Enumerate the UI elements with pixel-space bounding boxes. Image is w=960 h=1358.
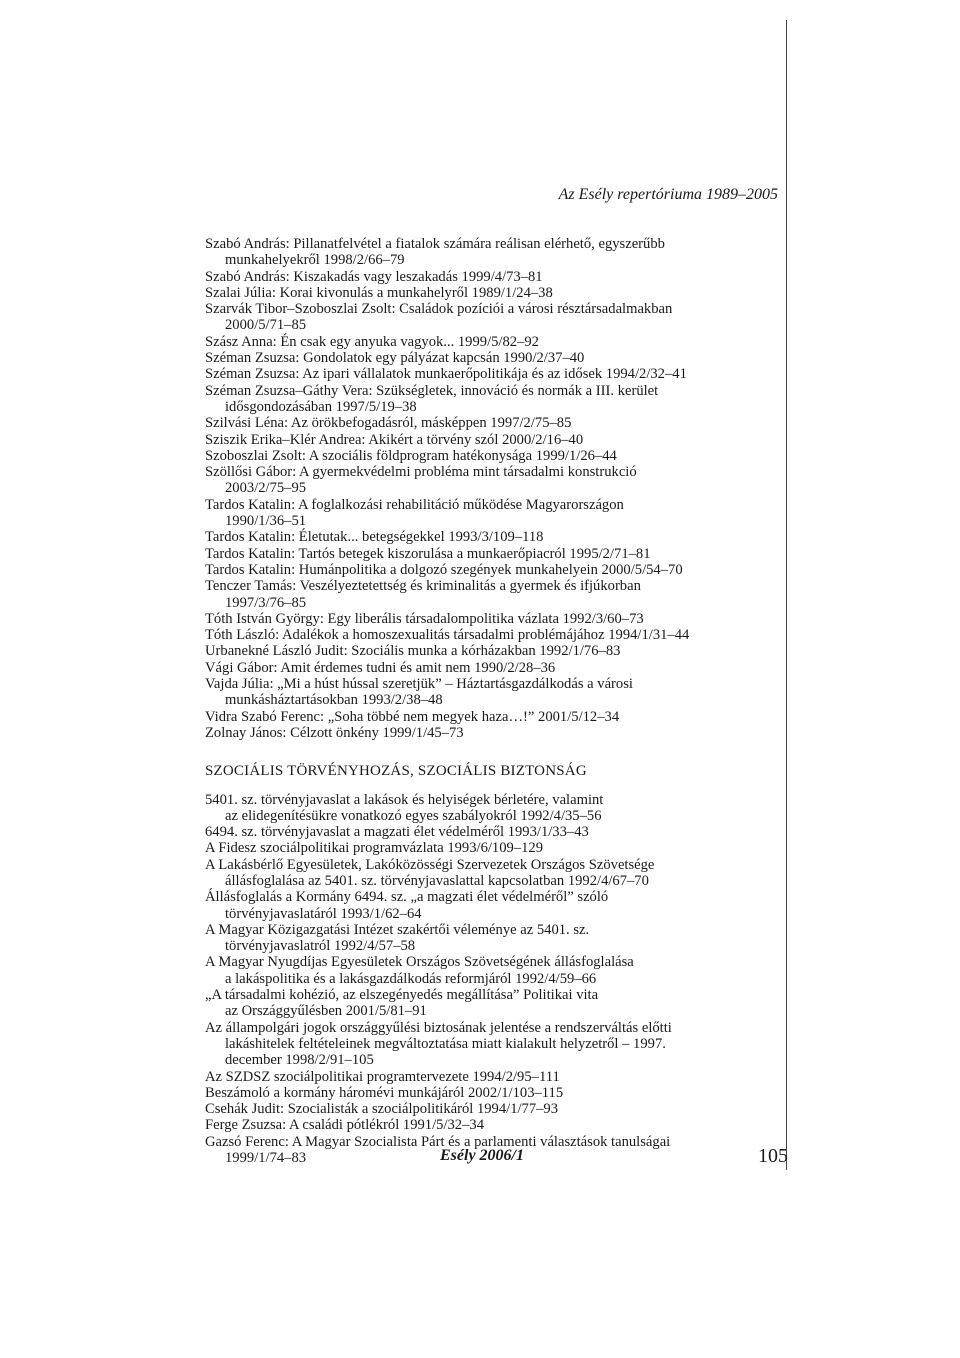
entry-line: Urbanekné László Judit: Szociális munka a kórházakban 1992/1/76–83	[205, 643, 621, 660]
entry-line: Szalai Júlia: Korai kivonulás a munkahelyről 1989/1/24–38	[205, 284, 553, 301]
entry-line: 1999/1/74–83	[225, 1150, 307, 1167]
entry-line: a lakáspolitika és a lakásgazdálkodás reformjáról 1992/4/59–66	[225, 970, 597, 987]
entry-line: A Magyar Nyugdíjas Egyesületek Országos Szövetségének állásfoglalása	[205, 954, 634, 971]
section-heading: SZOCIÁLIS TÖRVÉNYHOZÁS, SZOCIÁLIS BIZTONSÁG	[205, 763, 587, 780]
entry-line: Szarvák Tibor–Szoboszlai Zsolt: Családok pozíciói a városi résztársadalmakban	[205, 301, 673, 318]
entry-line: „A társadalmi kohézió, az elszegényedés megállítása” Politikai vita	[205, 987, 599, 1004]
entry-line: Vági Gábor: Amit érdemes tudni és amit nem 1990/2/28–36	[205, 659, 556, 676]
entry-line: Vidra Szabó Ferenc: „Soha többé nem megyek haza…!” 2001/5/12–34	[205, 708, 620, 725]
entry-line: Tardos Katalin: Humánpolitika a dolgozó szegények munkahelyein 2000/5/54–70	[205, 561, 683, 578]
entry-line: Széman Zsuzsa–Gáthy Vera: Szükségletek, innováció és normák a III. kerület	[205, 382, 659, 399]
entry-line: Tóth István György: Egy liberális társadalompolitika vázlata 1992/3/60–73	[205, 610, 644, 627]
entry-line: Állásfoglalás a Kormány 6494. sz. „a magzati élet védelméről” szóló	[205, 889, 609, 906]
bibliography-list-legislation	[205, 792, 765, 1167]
entry-line: Zolnay János: Célzott önkény 1999/1/45–73	[205, 724, 464, 741]
entry-line: Szilvási Léna: Az örökbefogadásról, másképpen 1997/2/75–85	[205, 415, 572, 432]
entry-line: Gazsó Ferenc: A Magyar Szocialista Párt és a parlamenti választások tanulságai	[205, 1133, 671, 1150]
entry-line: Sziszik Erika–Klér Andrea: Akikért a törvény szól 2000/2/16–40	[205, 431, 584, 448]
entry-line: Szász Anna: Én csak egy anyuka vagyok... 1999/5/82–92	[205, 333, 539, 350]
entry-line: A Magyar Közigazgatási Intézet szakértői véleménye az 5401. sz.	[205, 921, 590, 938]
entry-line: A Lakásbérlő Egyesületek, Lakóközösségi Szervezetek Országos Szövetsége	[205, 856, 655, 873]
entry-line: Széman Zsuzsa: Az ipari vállalatok munkaerőpolitikája és az idősek 1994/2/32–41	[205, 366, 687, 383]
entry-line: Az állampolgári jogok országgyűlési biztosának jelentése a rendszerváltás előtti	[205, 1019, 672, 1036]
footer-journal-title: Esély 2006/1	[440, 1147, 524, 1164]
entry-line: Szabó András: Kiszakadás vagy leszakadás 1999/4/73–81	[205, 268, 543, 285]
margin-rule	[786, 20, 787, 1170]
entry-line: Tardos Katalin: A foglalkozási rehabilitáció működése Magyarországon	[205, 496, 624, 513]
entry-line: december 1998/2/91–105	[225, 1052, 374, 1069]
bibliography-content	[205, 236, 765, 1166]
bibliography-list-authors	[205, 236, 765, 741]
entry-line: 5401. sz. törvényjavaslat a lakások és helyiségek bérletére, valamint	[205, 791, 604, 808]
entry-line: Szöllősi Gábor: A gyermekvédelmi probléma mint társadalmi konstrukció	[205, 464, 637, 481]
entry-line: Beszámoló a kormány háromévi munkájáról 2002/1/103–115	[205, 1084, 564, 1101]
entry-line: az elidegenítésükre vonatkozó egyes szabályokról 1992/4/35–56	[225, 807, 602, 824]
entry-line: Csehák Judit: Szocialisták a szociálpolitikáról 1994/1/77–93	[205, 1101, 559, 1118]
entry-line: Szabó András: Pillanatfelvétel a fiatalok számára reálisan elérhető, egyszerűbb	[205, 236, 665, 252]
entry-line: törvényjavaslatáról 1993/1/62–64	[225, 905, 422, 922]
entry-line: törvényjavaslatról 1992/4/57–58	[225, 938, 416, 955]
entry-line: Tardos Katalin: Tartós betegek kiszorulása a munkaerőpiacról 1995/2/71–81	[205, 545, 651, 562]
entry-line: idősgondozásában 1997/5/19–38	[225, 398, 417, 415]
entry-line: 2003/2/75–95	[225, 480, 307, 497]
entry-line: lakáshitelek feltételeinek megváltoztatása miatt kialakult helyzetről – 1997.	[225, 1035, 666, 1052]
entry-line: Tardos Katalin: Életutak... betegségekkel 1993/3/109–118	[205, 529, 544, 546]
entry-line: 1997/3/76–85	[225, 594, 307, 611]
entry-line: állásfoglalása az 5401. sz. törvényjavaslattal kapcsolatban 1992/4/67–70	[225, 872, 649, 889]
entry-line: Ferge Zsuzsa: A családi pótlékról 1991/5/32–34	[205, 1117, 484, 1134]
entry-line: 6494. sz. törvényjavaslat a magzati élet védelméről 1993/1/33–43	[205, 824, 589, 841]
entry-line: Tóth László: Adalékok a homoszexualitás társadalmi problémájához 1994/1/31–44	[205, 627, 690, 644]
running-header: Az Esély repertóriuma 1989–2005	[558, 186, 778, 203]
entry-line: Az SZDSZ szociálpolitikai programtervezete 1994/2/95–111	[205, 1068, 560, 1085]
entry-line: A Fidesz szociálpolitikai programvázlata 1993/6/109–129	[205, 840, 544, 857]
entry-line: Széman Zsuzsa: Gondolatok egy pályázat kapcsán 1990/2/37–40	[205, 350, 585, 367]
entry-line: Szoboszlai Zsolt: A szociális földprogram hatékonysága 1999/1/26–44	[205, 447, 617, 464]
entry-line: munkásháztartásokban 1993/2/38–48	[225, 692, 443, 709]
entry-line: Tenczer Tamás: Veszélyeztetettség és kriminalitás a gyermek és ifjúkorban	[205, 578, 641, 595]
entry-line: 1990/1/36–51	[225, 513, 307, 530]
entry-line: 2000/5/71–85	[225, 317, 307, 334]
entry-line: az Országgyűlésben 2001/5/81–91	[225, 1003, 427, 1020]
entry-line: Vajda Júlia: „Mi a húst hússal szeretjük” – Háztartásgazdálkodás a városi	[205, 676, 633, 693]
entry-line: munkahelyekről 1998/2/66–79	[225, 252, 405, 269]
page-number: 105	[758, 1145, 788, 1167]
